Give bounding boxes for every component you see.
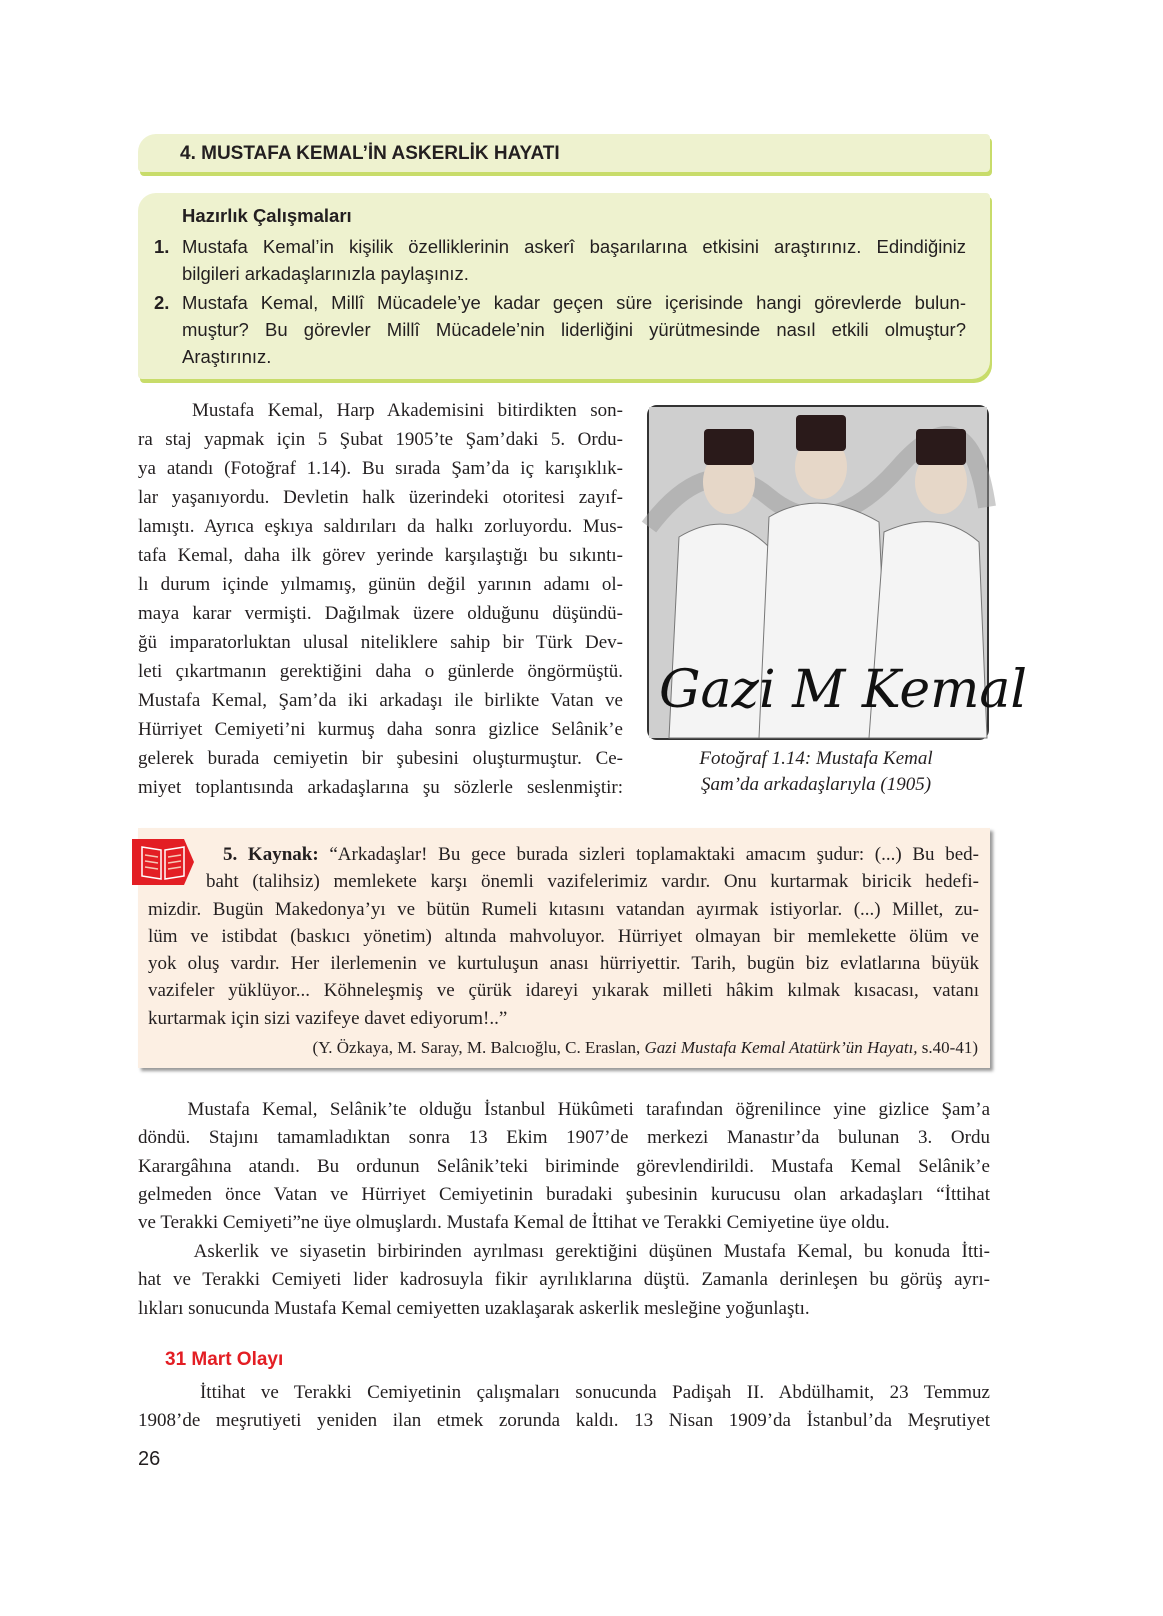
item-number: 2. bbox=[154, 292, 170, 313]
text-line: yok oluş vardır. Her ilerlemenin ve kurtuluşun anası hürriyettir. Tarih, bugün biz evlatlarına büyük bbox=[148, 953, 979, 975]
text-line: ya atandı (Fotoğraf 1.14). Bu sırada Şam’da iç karışıklık- bbox=[138, 458, 623, 479]
text-line: miyet toplantısında arkadaşlarına şu sözlerle seslenmiştir: bbox=[138, 777, 623, 798]
text-line: ve Terakki Cemiyeti”ne üye olmuşlardı. Mustafa Kemal de İttihat ve Terakki Cemiyetine üye oldu. bbox=[138, 1212, 890, 1234]
text-line: lüm ve istibdat (baskıcı yönetim) altında mahvoluyor. Hürriyet olmayan bir memlekette ölüm ve bbox=[148, 925, 979, 947]
subheading: 31 Mart Olayı bbox=[165, 1349, 284, 1370]
text-line bbox=[223, 841, 979, 868]
text-line: lı durum içinde yılmamış, günün değil yarının adamı ol- bbox=[138, 574, 623, 595]
page-number: 26 bbox=[138, 1448, 161, 1470]
text-line: Karargâhına atandı. Bu ordunun Selânik’teki biriminde görevlendirildi. Mustafa Kemal Selânik’e bbox=[138, 1155, 990, 1177]
photo-illustration bbox=[649, 407, 1028, 738]
text-line: leti çıkartmanın gerektiğini daha o günlerde öngörmüştü. bbox=[138, 661, 623, 682]
text-line: Mustafa Kemal, Selânik’te olduğu İstanbul Hükûmeti tarafından öğrenilince yine gizlice Şam’a bbox=[138, 1099, 990, 1120]
section-title: 4. MUSTAFA KEMAL’İN ASKERLİK HAYATI bbox=[180, 143, 560, 164]
text-line: gelerek burada cemiyetin bir şubesini oluşturmuştur. Ce- bbox=[138, 748, 623, 769]
prep-item bbox=[154, 289, 966, 370]
caption-line: Şam’da arkadaşlarıyla (1905) bbox=[700, 774, 932, 795]
text-line: Mustafa Kemal’in kişilik özelliklerinin askerî başarılarına etkisini araştırınız. Edindiğiniz bbox=[182, 236, 966, 257]
text-line: Askerlik ve siyasetin birbirinden ayrılması gerektiğini düşünen Mustafa Kemal, bu konuda İtti- bbox=[138, 1241, 990, 1262]
text-line: muştur? Bu görevler Millî Mücadele’nin liderliğini yürütmesinde nasıl etkili olmuştur? bbox=[182, 319, 966, 340]
citation-title: Gazi Mustafa Kemal Atatürk’ün Hayatı, bbox=[644, 1038, 918, 1057]
text-line: Mustafa Kemal, Şam’da iki arkadaşı ile birlikte Vatan ve bbox=[138, 690, 623, 711]
text-line: maya karar vermişti. Dağılmak üzere olduğunu düşündü- bbox=[138, 603, 623, 624]
source-label: 5. Kaynak: bbox=[223, 844, 319, 865]
caption-line: Fotoğraf 1.14: Mustafa Kemal bbox=[699, 748, 933, 769]
svg-text:Gazi M Kemal: Gazi M Kemal bbox=[659, 660, 1028, 720]
item-number: 1. bbox=[154, 236, 170, 257]
text-line: Hürriyet Cemiyeti’ni kurmuş daha sonra gizlice Selânik’e bbox=[138, 719, 623, 740]
text-line: hat ve Terakki Cemiyeti lider kadrosuyla fikir ayrılıklarına düştü. Zamanla derinleşen bu görüş ayrı- bbox=[138, 1269, 990, 1291]
quote-text: “Arkadaşlar! Bu gece burada sizleri toplamaktaki amacım şudur: (...) Bu bed- bbox=[329, 844, 979, 865]
photo-caption bbox=[647, 746, 985, 798]
citation-pages: s.40-41) bbox=[917, 1038, 978, 1057]
text-line: bilgileri arkadaşlarınızla paylaşınız. bbox=[182, 263, 469, 284]
paragraph bbox=[138, 1238, 990, 1323]
text-line: Araştırınız. bbox=[182, 346, 272, 367]
text-line: Mustafa Kemal, Harp Akademisini bitirdikten son- bbox=[138, 400, 623, 421]
text-line: lamıştı. Ayrıca eşkıya saldırıları da halkı zorluyordu. Mus- bbox=[138, 516, 623, 537]
citation-authors: (Y. Özkaya, M. Saray, M. Balcıoğlu, C. Eraslan, bbox=[312, 1038, 645, 1057]
text-line: İttihat ve Terakki Cemiyetinin çalışmaları sonucunda Padişah II. Abdülhamit, 23 Temmuz bbox=[138, 1382, 990, 1403]
source-quote bbox=[148, 841, 979, 1032]
text-line: mizdir. Bugün Makedonya’yı ve bütün Rumeli kıtasını vatandan ayırmak istiyorlar. (...) Millet, zu- bbox=[148, 898, 979, 920]
source-citation bbox=[313, 1038, 978, 1058]
body-column bbox=[138, 396, 623, 802]
text-line: 1908’de meşrutiyeti yeniden ilan etmek zorunda kaldı. 13 Nisan 1909’da İstanbul’da Meşrutiyet bbox=[138, 1410, 990, 1432]
paragraph bbox=[138, 1379, 990, 1436]
text-line: tafa Kemal, daha ilk görev yerinde karşılaştığı bu sıkıntı- bbox=[138, 545, 623, 566]
section-header bbox=[138, 134, 990, 172]
preparation-box bbox=[138, 193, 990, 379]
text-line: kurtarmak için sizi vazifeye davet ediyorum!..” bbox=[148, 1007, 508, 1029]
text-line: ra staj yapmak için 5 Şubat 1905’te Şam’daki 5. Ordu- bbox=[138, 429, 623, 450]
prep-item bbox=[154, 233, 966, 287]
historical-photo bbox=[647, 405, 1028, 740]
text-line: ğü imparatorluktan ulusal niteliklere sahip bir Türk Dev- bbox=[138, 632, 623, 653]
source-box bbox=[138, 828, 990, 1068]
text-line: lıkları sonucunda Mustafa Kemal cemiyetten uzaklaşarak askerlik mesleğine yoğunlaştı. bbox=[138, 1297, 810, 1319]
text-line: döndü. Stajını tamamladıktan sonra 13 Ekim 1907’de merkezi Manastır’da bulunan 3. Ordu bbox=[138, 1127, 990, 1149]
text-line: Mustafa Kemal, Millî Mücadele’ye kadar geçen süre içerisinde hangi görevlerde bulun- bbox=[182, 292, 966, 313]
paragraph bbox=[138, 1096, 990, 1237]
text-line: gelmeden önce Vatan ve Hürriyet Cemiyetinin buradaki şubesinin kurucusu olan arkadaşları “İttihat bbox=[138, 1183, 990, 1205]
text-line: lar yaşanıyordu. Devletin halk üzerindeki otoritesi zayıf- bbox=[138, 487, 623, 508]
text-line: baht (talihsiz) memlekete karşı önemli vazifelerimiz vardır. Onu kurtarmak biricik hedefi- bbox=[206, 871, 979, 893]
preparation-title: Hazırlık Çalışmaları bbox=[182, 205, 352, 226]
text-line: vazifeler yüklüyor... Köhneleşmiş ve çürük idareyi yıkarak milleti hâkim kılmak kısacası, vatanı bbox=[148, 980, 979, 1002]
